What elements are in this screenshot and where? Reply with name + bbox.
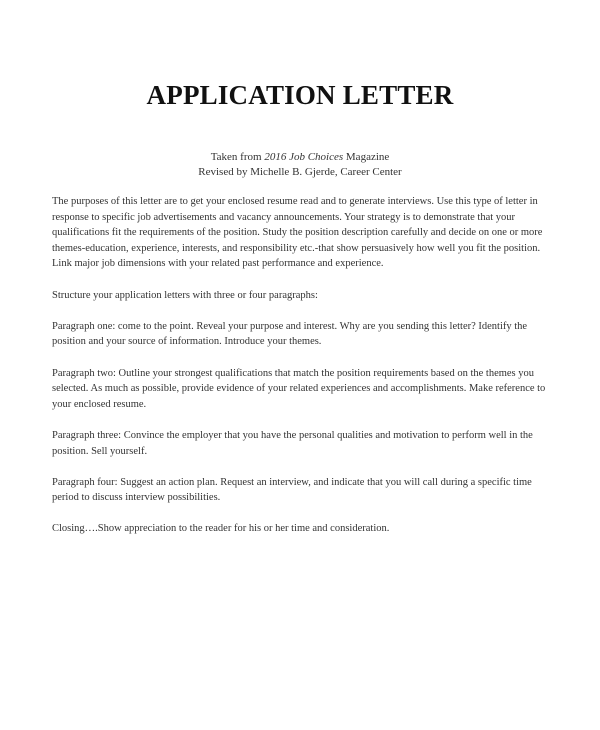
paragraph-four-guidance: Paragraph four: Suggest an action plan. Request an interview, and indicate that you will call during a specific time period to discuss interview possibilities.: [52, 476, 532, 504]
revised-by-line: Revised by Michelle B. Gjerde, Career Center: [198, 166, 402, 178]
document-title: APPLICATION LETTER: [146, 80, 454, 110]
source-block: [0, 150, 600, 180]
source-suffix: Magazine: [343, 151, 390, 163]
letter-body: [52, 194, 552, 553]
paragraph-one-guidance: Paragraph one: come to the point. Reveal your purpose and interest. Why are you sending this letter? Identify the position and your source of information. Introduce your themes.: [52, 320, 528, 348]
closing-guidance: Closing….Show appreciation to the reader for his or her time and consideration.: [52, 523, 390, 535]
intro-paragraph: The purposes of this letter are to get your enclosed resume read and to generate interviews. Use this type of letter in response to specific job advertisements and vacancy announcements. Your strategy is to demonstrate that your qualifications fit the requirements of the position. Study the position description carefully and decide on one or more themes-education, experience, interests, and responsibility etc.-that show persuasively how well you fit the position. Link major job dimensions with your related past performance and experience.: [52, 196, 543, 270]
paragraph-three-guidance: Paragraph three: Convince the employer that you have the personal qualities and motivation to perform well in the position. Sell yourself.: [52, 429, 533, 457]
source-prefix: Taken from: [210, 151, 265, 163]
paragraph-two-guidance: Paragraph two: Outline your strongest qualifications that match the position requirements based on the themes you selected. As much as possible, provide evidence of your related experiences and accomplishments. Make reference to your enclosed resume.: [52, 367, 546, 410]
structure-paragraph: Structure your application letters with three or four paragraphs:: [52, 289, 318, 301]
source-magazine: 2016 Job Choices: [264, 151, 344, 163]
source-line: [0, 150, 600, 165]
